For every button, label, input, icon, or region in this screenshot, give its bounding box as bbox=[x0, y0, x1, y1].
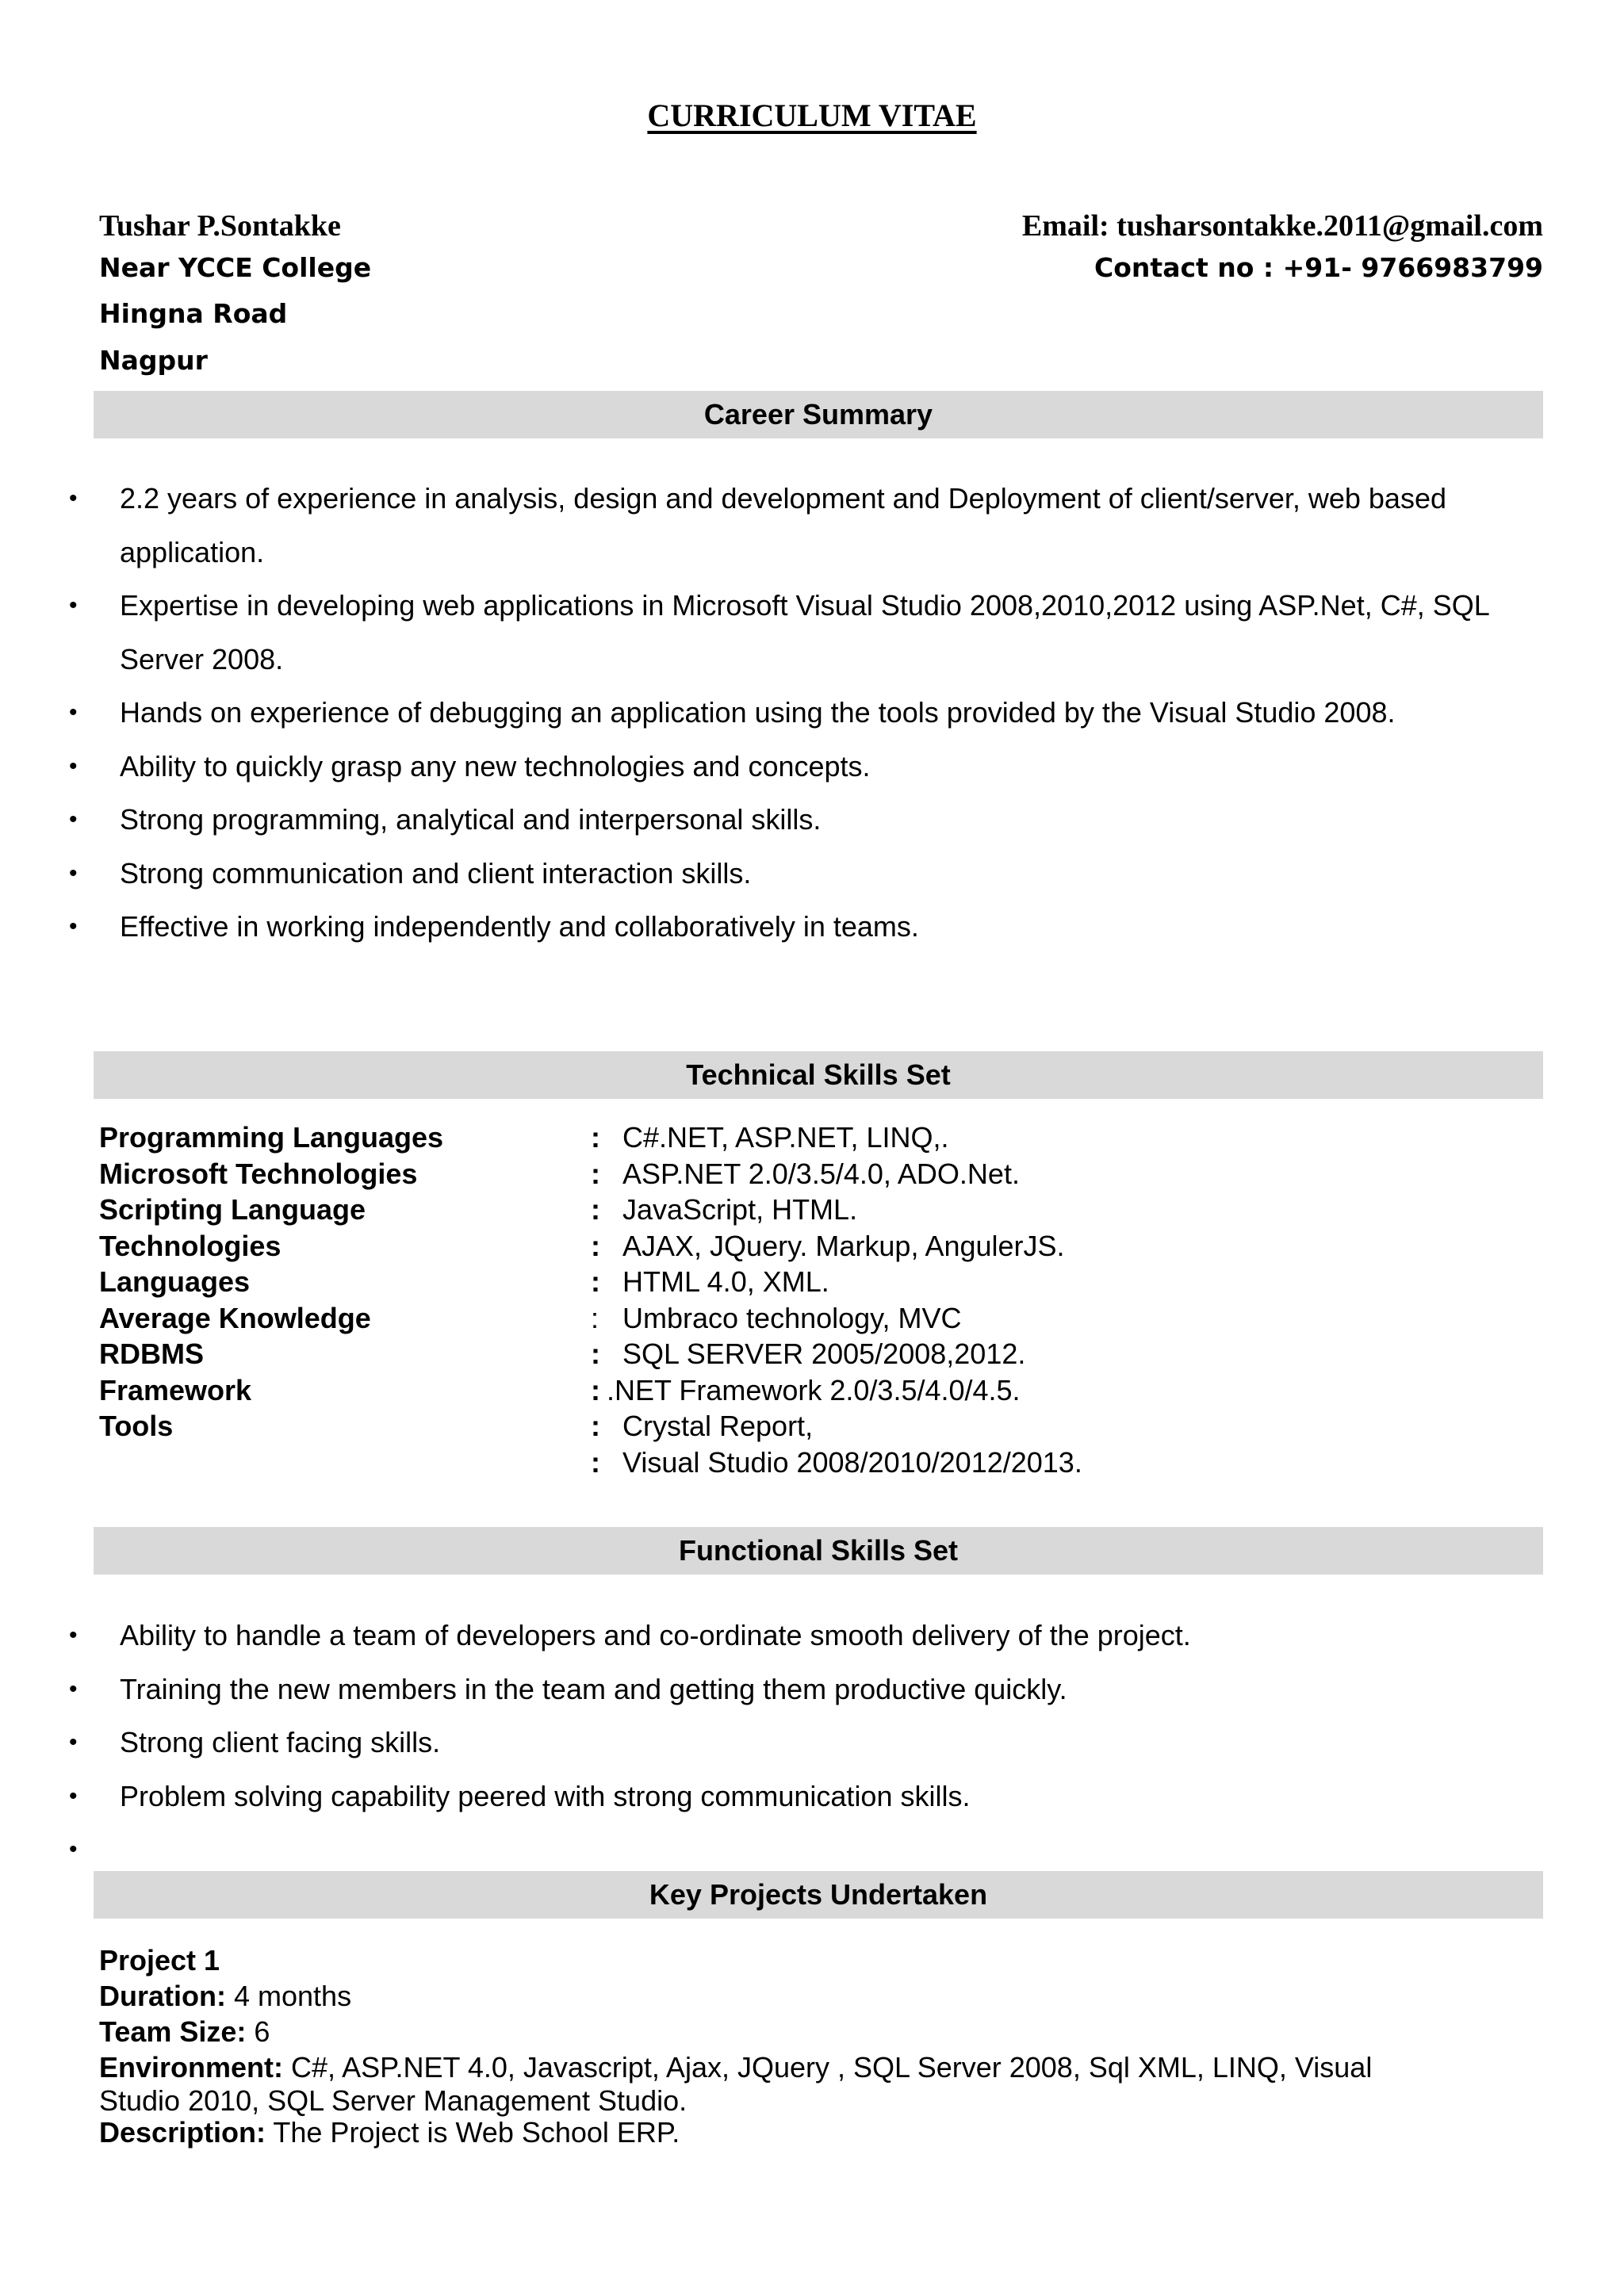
list-item: • Hands on experience of debugging an application using the tools provided by the Visual Studio 2008. bbox=[0, 686, 1624, 740]
email: Email: tusharsontakke.2011@gmail.com bbox=[1021, 209, 1543, 243]
contact-number: Contact no : +91- 9766983799 bbox=[1094, 252, 1543, 283]
functional-skills-list bbox=[0, 1609, 1624, 1877]
document-title: CURRICULUM VITAE bbox=[647, 98, 977, 133]
list-item: • Strong client facing skills. bbox=[0, 1716, 1624, 1770]
bullet: • bbox=[69, 1782, 78, 1809]
list-item: • Effective in working independently and collaboratively in teams. bbox=[0, 900, 1624, 954]
address-line-3: Nagpur bbox=[99, 345, 208, 376]
bullet: • bbox=[69, 485, 78, 511]
address-line-1: Near YCCE College bbox=[99, 252, 372, 283]
list-item: • Strong programming, analytical and interpersonal skills. bbox=[0, 793, 1624, 847]
candidate-name: Tushar P.Sontakke bbox=[99, 209, 341, 243]
list-item: • Ability to quickly grasp any new technologies and concepts. bbox=[0, 740, 1624, 794]
bullet: • bbox=[69, 913, 78, 939]
list-item bbox=[0, 1823, 1624, 1877]
list-item: • Training the new members in the team and getting them productive quickly. bbox=[0, 1663, 1624, 1716]
list-item: • Expertise in developing web applications in Microsoft Visual Studio 2008,2010,2012 using ASP.Net, C#, SQL Server 2008. bbox=[0, 579, 1624, 686]
technical-skills-heading: Technical Skills Set bbox=[94, 1051, 1543, 1099]
project-duration: Duration: 4 months bbox=[99, 1980, 352, 2012]
career-summary-heading: Career Summary bbox=[94, 391, 1543, 438]
bullet: • bbox=[69, 1729, 78, 1755]
list-item: • 2.2 years of experience in analysis, design and development and Deployment of client/server, web based application. bbox=[0, 472, 1624, 579]
bullet: • bbox=[69, 1675, 78, 1702]
bullet: • bbox=[69, 752, 78, 779]
bullet: • bbox=[69, 1622, 78, 1648]
address-line-2: Hingna Road bbox=[99, 298, 288, 329]
functional-skills-heading: Functional Skills Set bbox=[94, 1527, 1543, 1575]
bullet: • bbox=[69, 859, 78, 886]
bullet: • bbox=[69, 592, 78, 618]
career-summary-list bbox=[0, 472, 1624, 954]
bullet: • bbox=[69, 1836, 78, 1862]
key-projects-heading: Key Projects Undertaken bbox=[94, 1871, 1543, 1919]
project-environment-cont: Studio 2010, SQL Server Management Studio. bbox=[99, 2084, 688, 2117]
project-1 bbox=[99, 1942, 1526, 2149]
list-item: • Ability to handle a team of developers and co-ordinate smooth delivery of the project. bbox=[0, 1609, 1624, 1663]
project-environment: Environment: C#, ASP.NET 4.0, Javascript, Ajax, JQuery , SQL Server 2008, Sql XML, LINQ, Visual bbox=[99, 2051, 1373, 2084]
project-title: Project 1 bbox=[99, 1944, 220, 1976]
bullet: • bbox=[69, 699, 78, 725]
project-team-size: Team Size: 6 bbox=[99, 2015, 270, 2048]
project-description: Description: The Project is Web School ERP. bbox=[99, 2116, 680, 2149]
list-item: • Problem solving capability peered with strong communication skills. bbox=[0, 1770, 1624, 1823]
list-item: • Strong communication and client interaction skills. bbox=[0, 847, 1624, 901]
bullet: • bbox=[69, 806, 78, 832]
